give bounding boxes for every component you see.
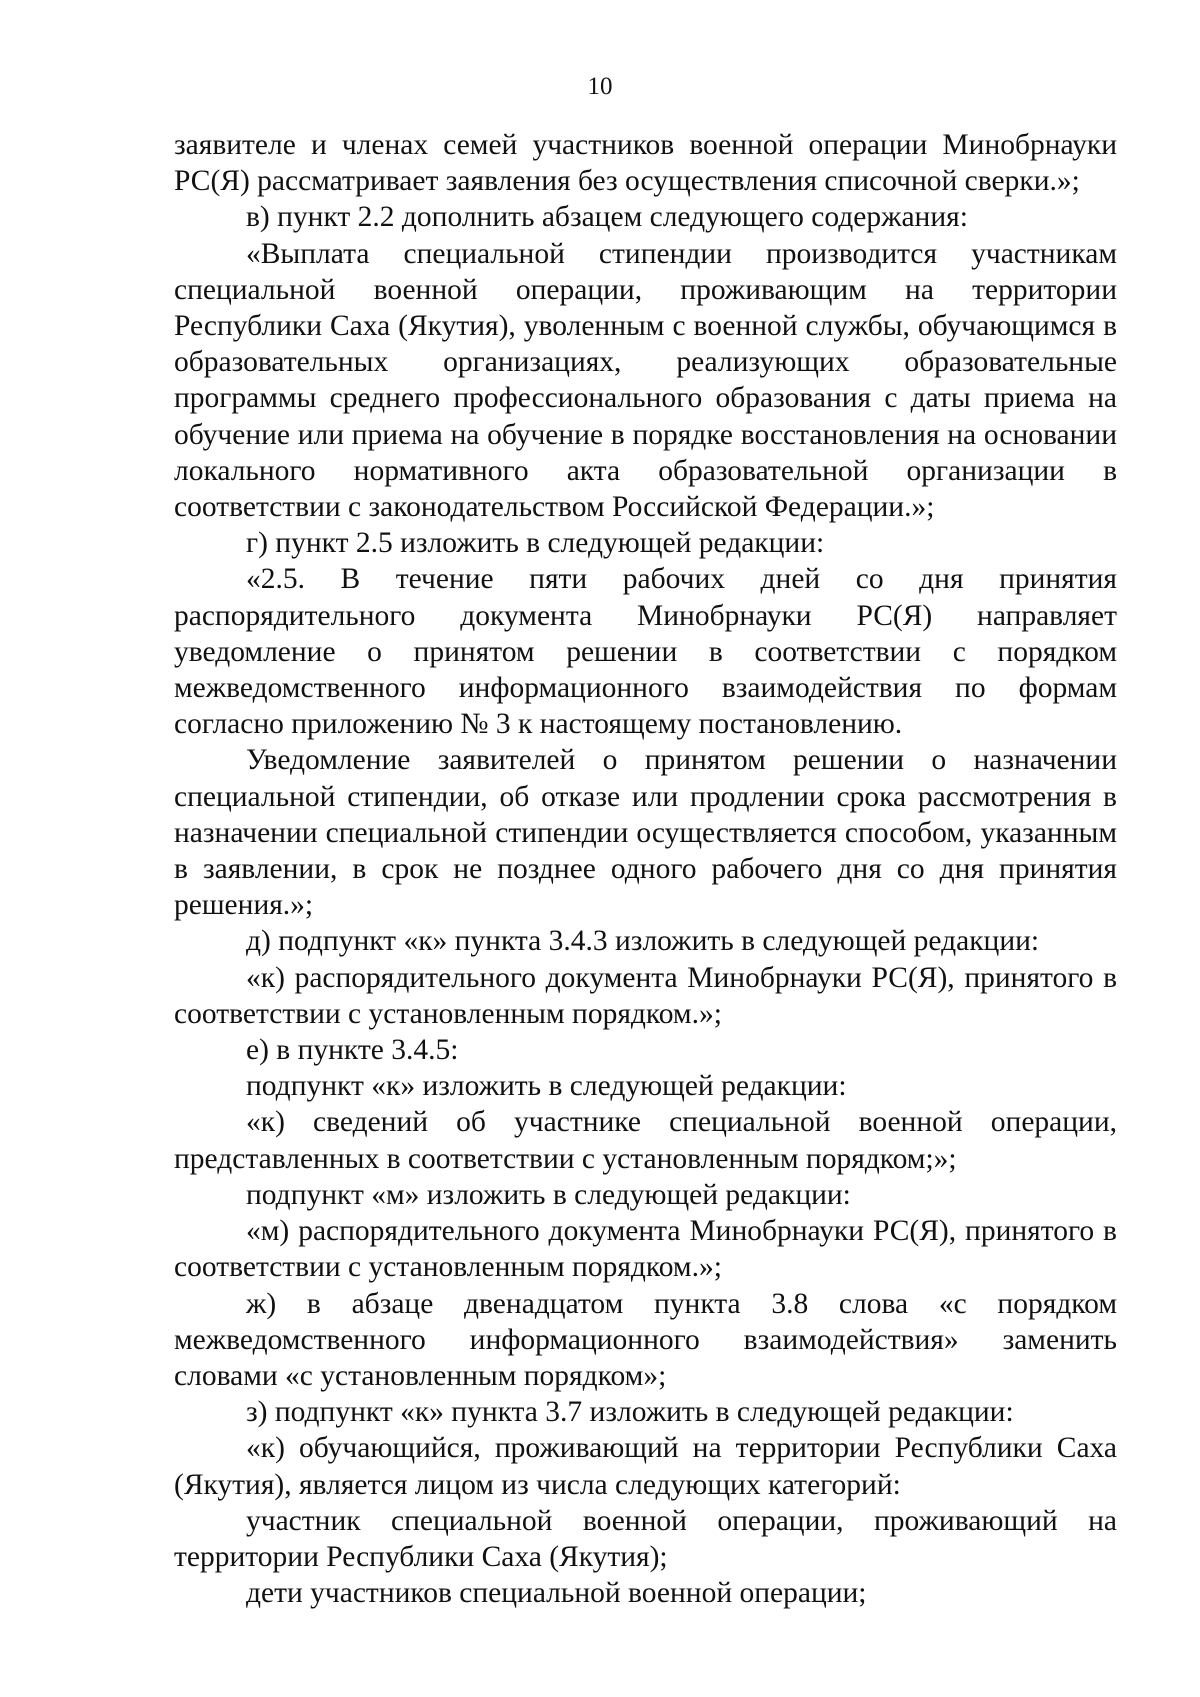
paragraph: дети участников специальной военной операции; bbox=[246, 1577, 867, 1610]
paragraph: участник специальной военной операции, проживающий на территории Республики Саха (Якутия); bbox=[174, 1504, 1117, 1573]
paragraph: д) подпункт «к» пункта 3.4.3 изложить в следующей редакции: bbox=[246, 925, 1040, 958]
paragraph: ж) в абзаце двенадцатом пункта 3.8 слова «с порядком межведомственного информационного взаимодействия» заменить словами «с установленным порядком»; bbox=[174, 1287, 1117, 1392]
paragraph: заявителе и членах семей участников военной операции Минобрнауки РС(Я) рассматривает заявления без осуществления списочной сверки.»; bbox=[174, 129, 1117, 198]
paragraph: подпункт «к» изложить в следующей редакции: bbox=[246, 1070, 847, 1103]
paragraph: Уведомление заявителей о принятом решении о назначении специальной стипендии, об отказе или продлении срока рассмотрения в назначении специальной стипендии осуществляется способом, указанным в заявлении, в срок не позднее одного рабочего дня со дня принятия решения.»; bbox=[174, 744, 1117, 922]
paragraph: «2.5. В течение пяти рабочих дней со дня принятия распорядительного документа Минобрнауки РС(Я) направляет уведомление о принятом решении в соответствии с порядком межведомственного информационного взаимодействия по формам согласно приложению № 3 к настоящему постановлению. bbox=[174, 563, 1117, 741]
paragraph: «Выплата специальной стипендии производится участникам специальной военной операции, проживающим на территории Республики Саха (Якутия), уволенным с военной службы, обучающимся в образовательных организациях, реализующих образовательные программы среднего профессионального образования с даты приема на обучение или приема на обучение в порядке восстановления на основании локального нормативного акта образовательной организации в соответствии с законодательством Российской Федерации.»; bbox=[174, 237, 1117, 524]
paragraph: «м) распорядительного документа Минобрнауки РС(Я), принятого в соответствии с установленным порядком.»; bbox=[174, 1215, 1117, 1284]
paragraph: «к) распорядительного документа Минобрнауки РС(Я), принятого в соответствии с установленным порядком.»; bbox=[174, 961, 1117, 1030]
page-number: 10 bbox=[587, 73, 613, 100]
paragraph: г) пункт 2.5 изложить в следующей редакции: bbox=[246, 527, 825, 560]
paragraph: «к) обучающийся, проживающий на территории Республики Саха (Якутия), является лицом из числа следующих категорий: bbox=[174, 1432, 1117, 1501]
paragraph: з) подпункт «к» пункта 3.7 изложить в следующей редакции: bbox=[246, 1396, 1014, 1429]
paragraph: е) в пункте 3.4.5: bbox=[246, 1034, 459, 1067]
paragraph: «к) сведений об участнике специальной военной операции, представленных в соответствии с установленным порядком;»; bbox=[174, 1106, 1117, 1175]
paragraph: подпункт «м» изложить в следующей редакции: bbox=[246, 1178, 851, 1211]
paragraph: в) пункт 2.2 дополнить абзацем следующего содержания: bbox=[246, 201, 968, 234]
document-body bbox=[174, 127, 1117, 1611]
